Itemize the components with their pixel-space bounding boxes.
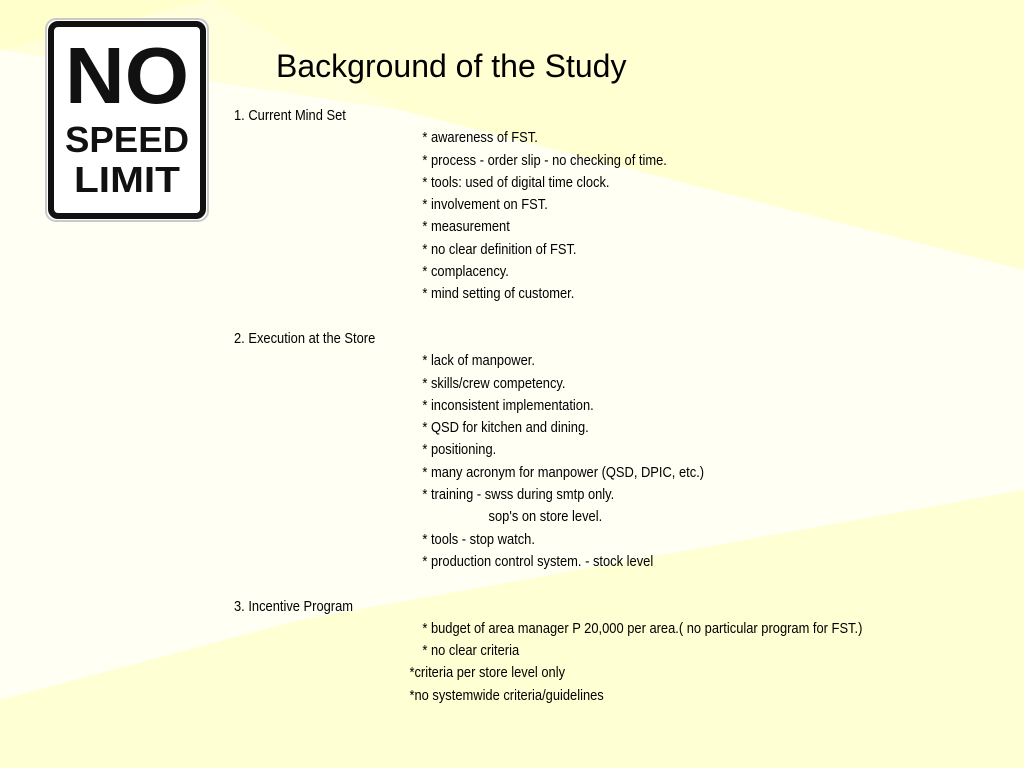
list-item: * tools - stop watch. [422,530,535,548]
sign-board [45,18,209,222]
section-heading: 2. Execution at the Store [234,329,376,347]
list-item: * process - order slip - no checking of time. [422,151,667,169]
sign-line-limit: LIMIT [74,159,180,200]
list-item: * complacency. [422,263,509,281]
list-item-continuation: sop's on store level. [488,508,603,526]
list-item: * mind setting of customer. [422,285,575,303]
list-item: * production control system. - stock level [422,552,654,570]
spacer [234,573,888,595]
sign-line-speed: SPEED [65,119,189,160]
list-item: * skills/crew competency. [422,374,566,392]
list-item: * training - swss during smtp only. [422,486,615,504]
list-item: * budget of area manager P 20,000 per area.( no particular program for FST.) [422,619,863,637]
list-item: *no systemwide criteria/guidelines [409,686,604,704]
section-heading: 3. Incentive Program [234,597,354,615]
list-item: * lack of manpower. [422,352,535,370]
spacer [234,306,888,328]
list-item: * tools: used of digital time clock. [422,173,610,191]
list-item: * positioning. [422,441,497,459]
slide-title: Background of the Study [276,48,627,84]
list-item: *criteria per store level only [409,664,566,682]
list-item: * no clear definition of FST. [422,240,577,258]
list-item: * inconsistent implementation. [422,396,594,414]
list-item: * awareness of FST. [422,129,538,147]
list-item: * many acronym for manpower (QSD, DPIC, etc.) [422,463,705,481]
slide-content [234,105,888,707]
no-speed-limit-sign [45,18,209,222]
list-item: * QSD for kitchen and dining. [422,419,589,437]
sign-line-no: NO [65,31,189,120]
section-heading: 1. Current Mind Set [234,107,346,124]
list-item: * involvement on FST. [422,196,548,214]
list-item: * no clear criteria [422,642,520,660]
list-item: * measurement [422,218,510,236]
